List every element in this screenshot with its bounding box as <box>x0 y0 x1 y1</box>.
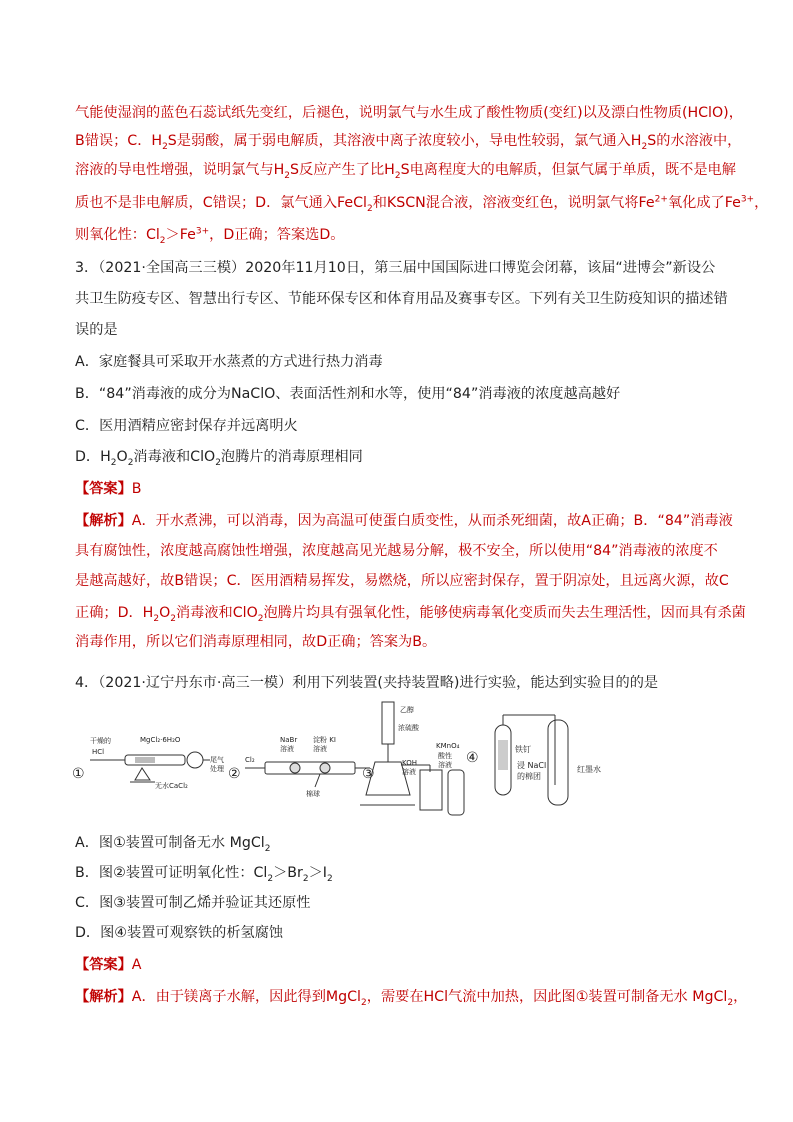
fig-label-2: ② <box>228 766 241 782</box>
fig-label-nail: 铁钉 <box>515 745 531 754</box>
explanation-line: 气能使湿润的蓝色石蕊试纸先变红，后褪色，说明氯气与水生成了酸性物质(变红)以及漂白性物质(HClO)， <box>75 105 743 121</box>
fig-label-tail1: 尾气 <box>210 756 224 764</box>
fig-label-km1: KMnO₄ <box>436 742 460 750</box>
question-3-stem: 共卫生防疫专区、智慧出行专区、节能环保专区和体育用品及赛事专区。下列有关卫生防疫知识的描述错 <box>75 291 728 307</box>
analysis-line: 正确；D．$H_2O_2$消毒液和ClO$_2$泡腾片均具有强氧化性，能够使病毒氧化变质而失去生理活性，因而具有杀菌 <box>75 605 746 624</box>
fig-label-ki2: 溶液 <box>313 745 327 753</box>
answer-row: 【答案】B <box>75 481 142 497</box>
analysis-line: 具有腐蚀性，浓度越高腐蚀性增强，浓度越高见光越易分解，极不安全，所以使用“84”消毒液的浓度不 <box>75 543 718 559</box>
fig-label-eth: 乙醇 <box>400 706 414 714</box>
fig-label-ki1: 淀粉 KI <box>313 736 336 744</box>
analysis-line: 消毒作用，所以它们消毒原理相同，故D正确；答案为B。 <box>75 634 437 650</box>
option-a: A．图①装置可制备无水 MgCl$_2$ <box>75 835 271 854</box>
fig-label-cotton: 棉球 <box>306 790 320 798</box>
question-3-stem: 误的是 <box>75 322 118 338</box>
analysis-line: 【解析】A．开水煮沸，可以消毒，因为高温可使蛋白质变性，从而杀死细菌，故A正确；B．“84”消毒液 <box>75 513 733 529</box>
apparatus-4-drawing <box>495 715 568 805</box>
question-3-stem: 3．（2021·全国高三三模）2020年11月10日，第三届中国国际进口博览会闭幕，该届“进博会”新设公 <box>75 260 716 276</box>
option-d: D．图④装置可观察铁的析氢腐蚀 <box>75 925 284 941</box>
fig-label-cacl: 无水CaCl₂ <box>155 782 188 790</box>
fig-label-km2: 酸性 <box>438 752 452 760</box>
explanation-line: 则氧化性：$Cl_2>Fe^{3+}$，D正确；答案选D。 <box>75 226 345 246</box>
fig-label-h2so4: 浓硫酸 <box>398 724 419 732</box>
option-b: B．“84”消毒液的成分为NaClO、表面活性剂和水等，使用“84”消毒液的浓度越高越好 <box>75 386 621 402</box>
apparatus-figure <box>70 700 630 825</box>
explanation-line: B错误；C．$H_2S$是弱酸，属于弱电解质，其溶液中离子浓度较小，导电性较弱，氯气通入$H_2S$的水溶液中， <box>75 133 742 152</box>
fig-label-koh1: KOH <box>402 759 417 767</box>
fig-label-1: ① <box>72 766 85 782</box>
question-4-stem: 4．（2021·辽宁丹东市·高三一模）利用下列装置(夹持装置略)进行实验，能达到实验目的的是 <box>75 675 659 691</box>
fig-label-dry: 干燥的 <box>90 737 111 745</box>
analysis-line: 是越高越好，故B错误；C．医用酒精易挥发，易燃烧，所以应密封保存，置于阴凉处，且远离火源，故C <box>75 573 729 589</box>
fig-label-hcl: HCl <box>92 748 105 756</box>
option-c: C．医用酒精应密封保存并远离明火 <box>75 418 298 434</box>
apparatus-1-drawing <box>90 752 210 782</box>
explanation-line: 溶液的导电性增强，说明氯气与$H_2S$反应产生了比$H_2S$电离程度大的电解质，但氯气属于单质，既不是电解 <box>75 162 736 181</box>
fig-label-nacl2: 的棉团 <box>517 772 541 781</box>
fig-label-km3: 溶液 <box>438 761 452 769</box>
fig-label-koh2: 溶液 <box>402 768 416 776</box>
fig-label-nacl1: 浸 NaCl <box>517 761 547 770</box>
apparatus-2-drawing <box>245 762 370 787</box>
answer-row: 【答案】A <box>75 957 142 973</box>
fig-label-nabr2: 溶液 <box>280 745 294 753</box>
option-c: C．图③装置可制乙烯并验证其还原性 <box>75 895 311 911</box>
fig-label-3: ③ <box>362 766 375 782</box>
fig-label-nabr1: NaBr <box>280 736 298 744</box>
fig-label-ink: 红墨水 <box>577 765 601 774</box>
explanation-line: 质也不是非电解质，C错误；D．氯气通入FeCl$_2$和KSCN混合液，溶液变红色，说明氯气将$Fe^{2+}$氧化成了$Fe^{3+}$， <box>75 194 769 214</box>
option-b: B．图②装置可证明氧化性：$Cl_2>Br_2>I_2$ <box>75 865 333 884</box>
option-a: A．家庭餐具可采取开水蒸煮的方式进行热力消毒 <box>75 354 383 370</box>
fig-label-4: ④ <box>466 750 479 766</box>
fig-label-tail2: 处理 <box>210 765 224 773</box>
fig-label-cl2: Cl₂ <box>245 756 255 764</box>
analysis-line: 【解析】A．由于镁离子水解，因此得到MgCl$_2$，需要在HCl气流中加热，因此图①装置可制备无水 MgCl$_2$， <box>75 989 748 1008</box>
option-d: D．$H_2O_2$消毒液和ClO$_2$泡腾片的消毒原理相同 <box>75 449 363 468</box>
fig-label-mgcl: MgCl₂·6H₂O <box>140 736 181 744</box>
